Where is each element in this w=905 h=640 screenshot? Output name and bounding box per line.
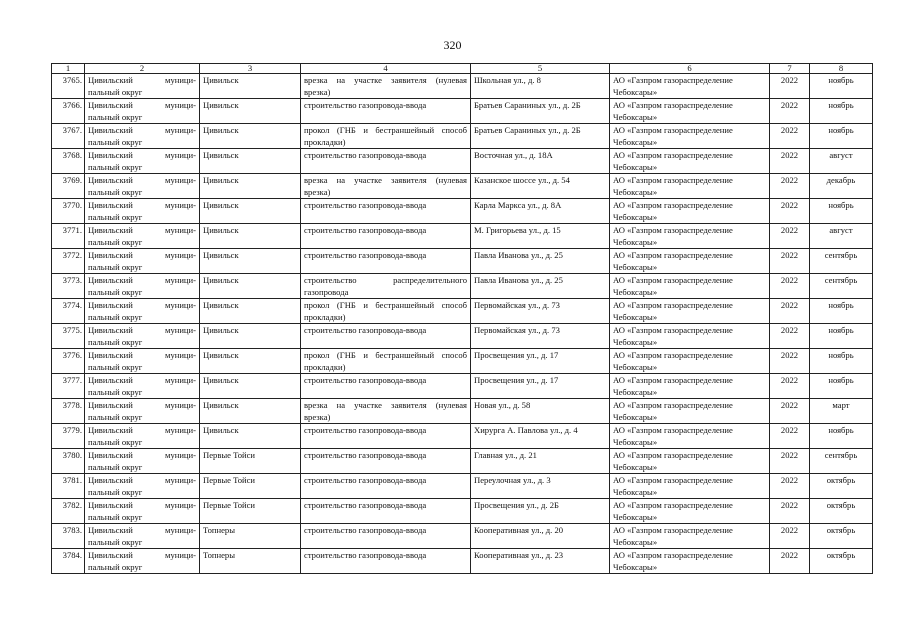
table-row — [52, 274, 873, 299]
municipality-name-part: Цивильский — [88, 200, 133, 210]
municipality-name-part: Цивильский — [88, 225, 133, 235]
settlement-cell: Цивильск — [200, 424, 301, 449]
municipality-line — [88, 174, 196, 186]
address-cell: Павла Иванова ул., д. 25 — [471, 274, 610, 299]
settlement-cell: Топнеры — [200, 524, 301, 549]
row-number-cell: 3766. — [52, 99, 85, 124]
row-number-cell: 3765. — [52, 74, 85, 99]
row-number-cell: 3778. — [52, 399, 85, 424]
municipality-line — [88, 449, 196, 461]
municipality-name-part: Цивильский — [88, 550, 133, 560]
organization-cell: АО «Газпром газораспределение Чебоксары» — [610, 324, 770, 349]
municipality-cell — [85, 474, 200, 499]
month-cell: сентябрь — [810, 449, 873, 474]
municipality-name-part: пальный округ — [88, 412, 143, 422]
municipality-name-part: Цивильский — [88, 475, 133, 485]
work-type-cell: строительство газопровода-ввода — [301, 149, 471, 174]
address-cell: М. Григорьева ул., д. 15 — [471, 224, 610, 249]
work-type-cell: врезка на участке заявителя (нулевая врезка) — [301, 399, 471, 424]
month-cell: ноябрь — [810, 99, 873, 124]
organization-cell: АО «Газпром газораспределение Чебоксары» — [610, 424, 770, 449]
municipality-line — [88, 474, 196, 486]
municipality-name-part: Цивильский — [88, 350, 133, 360]
organization-cell: АО «Газпром газораспределение Чебоксары» — [610, 549, 770, 574]
municipality-name-part: муници- — [165, 300, 196, 310]
municipality-name-part: муници- — [165, 225, 196, 235]
column-header: 3 — [200, 64, 301, 74]
settlement-cell: Цивильск — [200, 349, 301, 374]
column-header: 6 — [610, 64, 770, 74]
work-type-cell: прокол (ГНБ и бестраншейный способ прокладки) — [301, 349, 471, 374]
table-row — [52, 449, 873, 474]
municipality-name-part: муници- — [165, 200, 196, 210]
settlement-cell: Цивильск — [200, 99, 301, 124]
municipality-name-part: муници- — [165, 325, 196, 335]
address-cell: Просвещения ул., д. 17 — [471, 374, 610, 399]
municipality-cell — [85, 374, 200, 399]
work-type-cell: врезка на участке заявителя (нулевая врезка) — [301, 174, 471, 199]
settlement-cell: Первые Тойси — [200, 449, 301, 474]
municipality-name-part: муници- — [165, 550, 196, 560]
work-type-cell: прокол (ГНБ и бестраншейный способ прокладки) — [301, 299, 471, 324]
municipality-name-part: Цивильский — [88, 525, 133, 535]
table-row — [52, 424, 873, 449]
gasification-table — [51, 63, 873, 574]
settlement-cell: Цивильск — [200, 74, 301, 99]
municipality-name-part: Цивильский — [88, 300, 133, 310]
month-cell: октябрь — [810, 474, 873, 499]
address-cell: Восточная ул., д. 18А — [471, 149, 610, 174]
municipality-name-part: муници- — [165, 100, 196, 110]
work-type-cell: строительство газопровода-ввода — [301, 374, 471, 399]
month-cell: август — [810, 224, 873, 249]
municipality-name-part: пальный округ — [88, 437, 143, 447]
municipality-cell — [85, 349, 200, 374]
row-number-cell: 3782. — [52, 499, 85, 524]
municipality-name-part: муници- — [165, 75, 196, 85]
address-cell: Главная ул., д. 21 — [471, 449, 610, 474]
municipality-line — [88, 499, 196, 511]
settlement-cell: Цивильск — [200, 124, 301, 149]
month-cell: ноябрь — [810, 74, 873, 99]
municipality-cell — [85, 74, 200, 99]
settlement-cell: Цивильск — [200, 299, 301, 324]
organization-cell: АО «Газпром газораспределение Чебоксары» — [610, 174, 770, 199]
settlement-cell: Топнеры — [200, 549, 301, 574]
municipality-line — [88, 74, 196, 86]
month-cell: август — [810, 149, 873, 174]
municipality-name-part: пальный округ — [88, 287, 143, 297]
year-cell: 2022 — [770, 274, 810, 299]
month-cell: сентябрь — [810, 249, 873, 274]
municipality-name-part: пальный округ — [88, 537, 143, 547]
municipality-cell — [85, 199, 200, 224]
municipality-name-part: пальный округ — [88, 87, 143, 97]
municipality-line — [88, 324, 196, 336]
year-cell: 2022 — [770, 224, 810, 249]
municipality-cell — [85, 299, 200, 324]
row-number-cell: 3781. — [52, 474, 85, 499]
address-cell: Переулочная ул., д. 3 — [471, 474, 610, 499]
municipality-cell — [85, 399, 200, 424]
municipality-cell — [85, 274, 200, 299]
municipality-name-part: муници- — [165, 450, 196, 460]
municipality-name-part: пальный округ — [88, 112, 143, 122]
row-number-cell: 3784. — [52, 549, 85, 574]
row-number-cell: 3770. — [52, 199, 85, 224]
municipality-name-part: пальный округ — [88, 262, 143, 272]
row-number-cell: 3776. — [52, 349, 85, 374]
row-number-cell: 3775. — [52, 324, 85, 349]
row-number-cell: 3773. — [52, 274, 85, 299]
municipality-cell — [85, 249, 200, 274]
organization-cell: АО «Газпром газораспределение Чебоксары» — [610, 499, 770, 524]
municipality-cell — [85, 324, 200, 349]
month-cell: ноябрь — [810, 424, 873, 449]
municipality-name-part: Цивильский — [88, 275, 133, 285]
settlement-cell: Цивильск — [200, 199, 301, 224]
municipality-line — [88, 124, 196, 136]
year-cell: 2022 — [770, 499, 810, 524]
municipality-line — [88, 299, 196, 311]
organization-cell: АО «Газпром газораспределение Чебоксары» — [610, 274, 770, 299]
municipality-line — [88, 374, 196, 386]
column-number-row — [52, 64, 873, 74]
municipality-name-part: Цивильский — [88, 325, 133, 335]
column-header: 8 — [810, 64, 873, 74]
organization-cell: АО «Газпром газораспределение Чебоксары» — [610, 224, 770, 249]
address-cell: Просвещения ул., д. 17 — [471, 349, 610, 374]
municipality-line — [88, 524, 196, 536]
address-cell: Карла Маркса ул., д. 8А — [471, 199, 610, 224]
address-cell: Казанское шоссе ул., д. 54 — [471, 174, 610, 199]
municipality-cell — [85, 549, 200, 574]
municipality-line — [88, 274, 196, 286]
table-row — [52, 249, 873, 274]
month-cell: октябрь — [810, 499, 873, 524]
municipality-name-part: муници- — [165, 425, 196, 435]
table-row — [52, 199, 873, 224]
municipality-name-part: муници- — [165, 175, 196, 185]
municipality-line — [88, 424, 196, 436]
municipality-name-part: Цивильский — [88, 400, 133, 410]
municipality-line — [88, 249, 196, 261]
municipality-name-part: Цивильский — [88, 450, 133, 460]
work-type-cell: строительство газопровода-ввода — [301, 474, 471, 499]
settlement-cell: Первые Тойси — [200, 474, 301, 499]
row-number-cell: 3779. — [52, 424, 85, 449]
work-type-cell: врезка на участке заявителя (нулевая врезка) — [301, 74, 471, 99]
municipality-name-part: муници- — [165, 500, 196, 510]
address-cell: Братьев Сараниных ул., д. 2Б — [471, 124, 610, 149]
year-cell: 2022 — [770, 124, 810, 149]
row-number-cell: 3771. — [52, 224, 85, 249]
settlement-cell: Цивильск — [200, 224, 301, 249]
row-number-cell: 3772. — [52, 249, 85, 274]
month-cell: сентябрь — [810, 274, 873, 299]
organization-cell: АО «Газпром газораспределение Чебоксары» — [610, 249, 770, 274]
municipality-cell — [85, 124, 200, 149]
settlement-cell: Цивильск — [200, 324, 301, 349]
month-cell: ноябрь — [810, 299, 873, 324]
column-header: 5 — [471, 64, 610, 74]
column-header: 1 — [52, 64, 85, 74]
column-header: 4 — [301, 64, 471, 74]
table-row — [52, 324, 873, 349]
address-cell: Павла Иванова ул., д. 25 — [471, 249, 610, 274]
month-cell: октябрь — [810, 524, 873, 549]
table-row — [52, 124, 873, 149]
municipality-cell — [85, 499, 200, 524]
municipality-line — [88, 99, 196, 111]
municipality-name-part: пальный округ — [88, 337, 143, 347]
municipality-name-part: Цивильский — [88, 150, 133, 160]
month-cell: ноябрь — [810, 124, 873, 149]
table-row — [52, 349, 873, 374]
municipality-name-part: пальный округ — [88, 487, 143, 497]
column-header: 7 — [770, 64, 810, 74]
work-type-cell: строительство газопровода-ввода — [301, 499, 471, 524]
year-cell: 2022 — [770, 249, 810, 274]
municipality-name-part: муници- — [165, 525, 196, 535]
municipality-name-part: муници- — [165, 375, 196, 385]
year-cell: 2022 — [770, 374, 810, 399]
municipality-name-part: пальный округ — [88, 362, 143, 372]
municipality-name-part: Цивильский — [88, 175, 133, 185]
settlement-cell: Первые Тойси — [200, 499, 301, 524]
table-row — [52, 374, 873, 399]
municipality-name-part: пальный округ — [88, 162, 143, 172]
municipality-line — [88, 349, 196, 361]
municipality-cell — [85, 149, 200, 174]
table-row — [52, 174, 873, 199]
organization-cell: АО «Газпром газораспределение Чебоксары» — [610, 124, 770, 149]
month-cell: ноябрь — [810, 199, 873, 224]
work-type-cell: строительство распределительного газопровода — [301, 274, 471, 299]
work-type-cell: строительство газопровода-ввода — [301, 524, 471, 549]
organization-cell: АО «Газпром газораспределение Чебоксары» — [610, 149, 770, 174]
work-type-cell: строительство газопровода-ввода — [301, 99, 471, 124]
address-cell: Новая ул., д. 58 — [471, 399, 610, 424]
settlement-cell: Цивильск — [200, 174, 301, 199]
table-row — [52, 299, 873, 324]
year-cell: 2022 — [770, 474, 810, 499]
work-type-cell: строительство газопровода-ввода — [301, 549, 471, 574]
municipality-name-part: муници- — [165, 275, 196, 285]
municipality-name-part: Цивильский — [88, 425, 133, 435]
row-number-cell: 3768. — [52, 149, 85, 174]
address-cell: Кооперативная ул., д. 20 — [471, 524, 610, 549]
row-number-cell: 3783. — [52, 524, 85, 549]
work-type-cell: строительство газопровода-ввода — [301, 199, 471, 224]
work-type-cell: строительство газопровода-ввода — [301, 224, 471, 249]
settlement-cell: Цивильск — [200, 249, 301, 274]
table-row — [52, 99, 873, 124]
page-number: 320 — [443, 38, 462, 52]
month-cell: ноябрь — [810, 324, 873, 349]
year-cell: 2022 — [770, 549, 810, 574]
year-cell: 2022 — [770, 449, 810, 474]
month-cell: ноябрь — [810, 349, 873, 374]
address-cell: Первомайская ул., д. 73 — [471, 324, 610, 349]
organization-cell: АО «Газпром газораспределение Чебоксары» — [610, 74, 770, 99]
month-cell: март — [810, 399, 873, 424]
work-type-cell: строительство газопровода-ввода — [301, 449, 471, 474]
table-body — [52, 74, 873, 574]
month-cell: октябрь — [810, 549, 873, 574]
table-row — [52, 224, 873, 249]
municipality-line — [88, 224, 196, 236]
organization-cell: АО «Газпром газораспределение Чебоксары» — [610, 449, 770, 474]
municipality-name-part: пальный округ — [88, 512, 143, 522]
table-row — [52, 149, 873, 174]
municipality-name-part: пальный округ — [88, 387, 143, 397]
year-cell: 2022 — [770, 199, 810, 224]
municipality-name-part: Цивильский — [88, 125, 133, 135]
municipality-cell — [85, 99, 200, 124]
table-row — [52, 474, 873, 499]
municipality-name-part: пальный округ — [88, 462, 143, 472]
column-header: 2 — [85, 64, 200, 74]
municipality-cell — [85, 424, 200, 449]
municipality-name-part: муници- — [165, 125, 196, 135]
municipality-cell — [85, 174, 200, 199]
settlement-cell: Цивильск — [200, 149, 301, 174]
municipality-name-part: муници- — [165, 475, 196, 485]
municipality-name-part: Цивильский — [88, 250, 133, 260]
municipality-name-part: муници- — [165, 150, 196, 160]
work-type-cell: строительство газопровода-ввода — [301, 249, 471, 274]
municipality-name-part: пальный округ — [88, 187, 143, 197]
year-cell: 2022 — [770, 74, 810, 99]
year-cell: 2022 — [770, 349, 810, 374]
address-cell: Школьная ул., д. 8 — [471, 74, 610, 99]
table-row — [52, 499, 873, 524]
row-number-cell: 3780. — [52, 449, 85, 474]
municipality-line — [88, 399, 196, 411]
municipality-line — [88, 199, 196, 211]
organization-cell: АО «Газпром газораспределение Чебоксары» — [610, 399, 770, 424]
organization-cell: АО «Газпром газораспределение Чебоксары» — [610, 349, 770, 374]
organization-cell: АО «Газпром газораспределение Чебоксары» — [610, 99, 770, 124]
row-number-cell: 3767. — [52, 124, 85, 149]
municipality-name-part: муници- — [165, 350, 196, 360]
municipality-name-part: Цивильский — [88, 75, 133, 85]
row-number-cell: 3777. — [52, 374, 85, 399]
municipality-cell — [85, 524, 200, 549]
year-cell: 2022 — [770, 524, 810, 549]
address-cell: Кооперативная ул., д. 23 — [471, 549, 610, 574]
municipality-name-part: пальный округ — [88, 137, 143, 147]
municipality-name-part: Цивильский — [88, 375, 133, 385]
table-row — [52, 549, 873, 574]
year-cell: 2022 — [770, 99, 810, 124]
work-type-cell: строительство газопровода-ввода — [301, 424, 471, 449]
municipality-cell — [85, 224, 200, 249]
table-row — [52, 524, 873, 549]
address-cell: Первомайская ул., д. 73 — [471, 299, 610, 324]
organization-cell: АО «Газпром газораспределение Чебоксары» — [610, 199, 770, 224]
work-type-cell: прокол (ГНБ и бестраншейный способ прокладки) — [301, 124, 471, 149]
municipality-name-part: пальный округ — [88, 237, 143, 247]
year-cell: 2022 — [770, 399, 810, 424]
table-row — [52, 74, 873, 99]
organization-cell: АО «Газпром газораспределение Чебоксары» — [610, 474, 770, 499]
address-cell: Просвещения ул., д. 2Б — [471, 499, 610, 524]
municipality-line — [88, 149, 196, 161]
address-cell: Хирурга А. Павлова ул., д. 4 — [471, 424, 610, 449]
settlement-cell: Цивильск — [200, 374, 301, 399]
municipality-cell — [85, 449, 200, 474]
settlement-cell: Цивильск — [200, 274, 301, 299]
municipality-name-part: пальный округ — [88, 212, 143, 222]
row-number-cell: 3769. — [52, 174, 85, 199]
year-cell: 2022 — [770, 424, 810, 449]
organization-cell: АО «Газпром газораспределение Чебоксары» — [610, 524, 770, 549]
municipality-name-part: пальный округ — [88, 312, 143, 322]
month-cell: декабрь — [810, 174, 873, 199]
table-row — [52, 399, 873, 424]
year-cell: 2022 — [770, 149, 810, 174]
year-cell: 2022 — [770, 324, 810, 349]
row-number-cell: 3774. — [52, 299, 85, 324]
organization-cell: АО «Газпром газораспределение Чебоксары» — [610, 299, 770, 324]
municipality-name-part: муници- — [165, 250, 196, 260]
municipality-name-part: муници- — [165, 400, 196, 410]
municipality-name-part: пальный округ — [88, 562, 143, 572]
municipality-line — [88, 549, 196, 561]
month-cell: ноябрь — [810, 374, 873, 399]
municipality-name-part: Цивильский — [88, 100, 133, 110]
municipality-name-part: Цивильский — [88, 500, 133, 510]
year-cell: 2022 — [770, 299, 810, 324]
organization-cell: АО «Газпром газораспределение Чебоксары» — [610, 374, 770, 399]
address-cell: Братьев Сараниных ул., д. 2Б — [471, 99, 610, 124]
work-type-cell: строительство газопровода-ввода — [301, 324, 471, 349]
year-cell: 2022 — [770, 174, 810, 199]
settlement-cell: Цивильск — [200, 399, 301, 424]
